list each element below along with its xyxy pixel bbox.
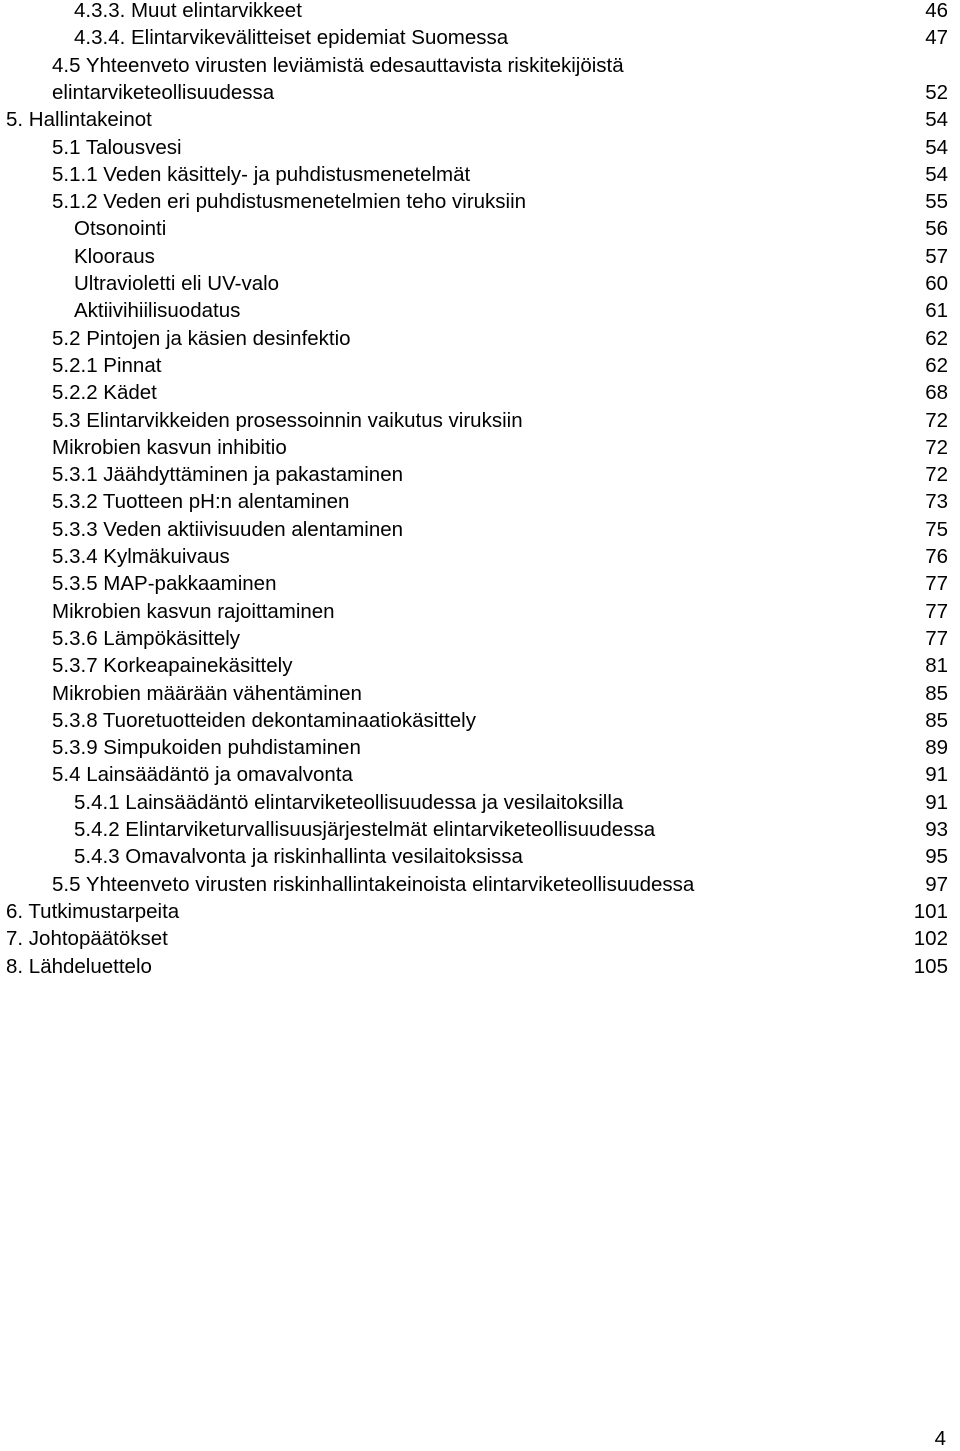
toc-entry-title: 5.1.2 Veden eri puhdistusmenetelmien teho viruksiin (52, 190, 527, 214)
toc-entry-page: 60 (925, 272, 948, 295)
toc-entry-title: Mikrobien määrään vähentäminen (52, 681, 362, 705)
toc-entry-title: 5.3.2 Tuotteen pH:n alentaminen (52, 490, 350, 514)
toc-entry-title: Aktiivihiilisuodatus (74, 299, 241, 323)
toc-entry[interactable] (0, 761, 960, 788)
toc-entry[interactable] (0, 0, 960, 24)
toc-entry[interactable] (0, 598, 960, 625)
toc-entry[interactable] (0, 789, 960, 816)
toc-entry[interactable] (0, 680, 960, 707)
toc-entry[interactable] (0, 215, 960, 242)
toc-entry-page: 73 (925, 490, 948, 514)
toc-entry[interactable] (0, 734, 960, 761)
toc-entry-page: 46 (925, 0, 948, 22)
toc-entry-page: 56 (925, 217, 948, 241)
toc-entry[interactable] (0, 516, 960, 543)
toc-entry[interactable] (0, 297, 960, 324)
toc-entry-title: 7. Johtopäätökset (6, 927, 168, 951)
toc-entry[interactable] (0, 434, 960, 461)
toc-entry-title: 5.4.3 Omavalvonta ja riskinhallinta vesilaitoksissa (74, 845, 523, 869)
toc-entry-title: 5.3.3 Veden aktiivisuuden alentaminen (52, 517, 404, 541)
toc-entry-title: 5.3.5 MAP-pakkaaminen (52, 572, 277, 596)
toc-entry-page: 91 (925, 763, 948, 787)
toc-entry-page: 97 (925, 872, 948, 896)
toc-entry-page: 62 (925, 353, 948, 377)
toc-entry[interactable] (0, 816, 960, 843)
toc-entry[interactable] (0, 24, 960, 51)
toc-entry-title: 4.3.4. Elintarvikevälitteiset epidemiat Suomessa (74, 26, 509, 50)
toc-entry[interactable] (0, 461, 960, 488)
toc-entry-page: 75 (925, 517, 948, 541)
toc-entry-title: 5.3.7 Korkeapainekäsittely (52, 654, 293, 678)
toc-entry[interactable] (0, 543, 960, 570)
toc-entry-title: 5.1.1 Veden käsittely- ja puhdistusmenetelmät (52, 162, 471, 186)
toc-entry-page: 68 (925, 381, 948, 405)
toc-entry-title: 5.4.1 Lainsäädäntö elintarviketeollisuudessa ja vesilaitoksilla (74, 790, 624, 814)
toc-entry-page: 102 (913, 927, 948, 951)
toc-entry-title: 5.2 Pintojen ja käsien desinfektio (52, 326, 351, 350)
toc-entry-title: 5.3 Elintarvikkeiden prosessoinnin vaikutus viruksiin (52, 408, 523, 432)
toc-entry-title: Ultravioletti eli UV-valo (74, 272, 280, 295)
toc-entry-page: 55 (925, 190, 948, 214)
toc-entry-page: 81 (925, 654, 948, 678)
toc-entry-page: 52 (925, 80, 948, 104)
toc-entry[interactable] (0, 106, 960, 133)
toc-entry-page: 72 (925, 435, 948, 459)
toc-entry-page: 54 (925, 135, 948, 159)
page-number: 4 (934, 1427, 946, 1450)
toc-entry-page: 61 (925, 299, 948, 323)
toc-entry[interactable] (0, 871, 960, 898)
toc-entry-title: 5. Hallintakeinot (6, 108, 152, 132)
toc-entry[interactable] (0, 79, 960, 106)
toc-entry-title: 6. Tutkimustarpeita (6, 899, 180, 923)
toc-entry-page: 105 (913, 954, 948, 978)
toc-entry-title: 5.2.2 Kädet (52, 381, 157, 405)
toc-entry-title: 5.1 Talousvesi (52, 135, 182, 159)
toc-entry-page: 101 (913, 899, 948, 923)
toc-entry-page: 57 (925, 244, 948, 268)
toc-entry[interactable] (0, 898, 960, 925)
toc-entry[interactable] (0, 243, 960, 270)
toc-entry-page: 91 (925, 790, 948, 814)
toc-entry-title: 4.5 Yhteenveto virusten leviämistä edesauttavista riskitekijöistä (52, 53, 624, 77)
toc-entry[interactable] (0, 925, 960, 952)
toc-entry[interactable] (0, 570, 960, 597)
toc-entry-page: 93 (925, 818, 948, 841)
toc-entry-page: 54 (925, 162, 948, 186)
toc-entry-title: Otsonointi (74, 217, 167, 241)
toc-entry-page: 95 (925, 845, 948, 869)
toc-entry[interactable] (0, 379, 960, 406)
toc-entry[interactable] (0, 707, 960, 734)
toc-entry[interactable] (0, 625, 960, 652)
toc-entry-page: 85 (925, 681, 948, 705)
toc-entry-page: 72 (925, 463, 948, 487)
toc-entry-page: 89 (925, 736, 948, 760)
toc-entry-page: 77 (925, 572, 948, 596)
toc-entry[interactable] (0, 407, 960, 434)
toc-entry-title: Mikrobien kasvun rajoittaminen (52, 599, 335, 623)
toc-entry[interactable] (0, 325, 960, 352)
toc-entry-title: 5.5 Yhteenveto virusten riskinhallintakeinoista elintarviketeollisuudessa (52, 872, 695, 896)
toc-entry-title: 4.3.3. Muut elintarvikkeet (74, 0, 302, 22)
toc-entry-title: 5.3.4 Kylmäkuivaus (52, 545, 230, 568)
toc-entry[interactable] (0, 270, 960, 297)
toc-entry-title: 5.2.1 Pinnat (52, 353, 162, 377)
toc-entry-title: 5.3.9 Simpukoiden puhdistaminen (52, 736, 361, 760)
toc-entry[interactable] (0, 953, 960, 980)
toc-entry-page: 77 (925, 626, 948, 650)
toc-entry-page: 47 (925, 26, 948, 50)
toc-entry-page: 77 (925, 599, 948, 623)
toc-entry-page: 54 (925, 108, 948, 132)
toc-entry[interactable] (0, 843, 960, 870)
toc-entry-title: 8. Lähdeluettelo (6, 954, 152, 978)
toc-entry-title: elintarviketeollisuudessa (52, 80, 275, 104)
toc-entry[interactable] (0, 134, 960, 161)
toc-entry-page: 85 (925, 708, 948, 732)
toc-entry-title: 5.4.2 Elintarviketurvallisuusjärjestelmät elintarviketeollisuudessa (74, 818, 656, 841)
toc-entry-title: 5.4 Lainsäädäntö ja omavalvonta (52, 763, 353, 787)
toc-entry-page: 76 (925, 545, 948, 568)
toc-entry-title: 5.3.8 Tuoretuotteiden dekontaminaatiokäsittely (52, 708, 476, 732)
toc-entry-title: Klooraus (74, 244, 155, 268)
toc-entry-title: Mikrobien kasvun inhibitio (52, 435, 287, 459)
toc-entry-page: 62 (925, 326, 948, 350)
toc-entry-title: 5.3.1 Jäähdyttäminen ja pakastaminen (52, 463, 404, 487)
toc-entry-title: 5.3.6 Lämpökäsittely (52, 626, 241, 650)
toc-entry-page: 72 (925, 408, 948, 432)
toc-entry[interactable] (0, 488, 960, 515)
toc-entry[interactable] (0, 652, 960, 679)
toc-entry[interactable] (0, 188, 960, 215)
toc-entry[interactable] (0, 352, 960, 379)
toc-entry[interactable] (0, 52, 960, 79)
toc-entry[interactable] (0, 161, 960, 188)
